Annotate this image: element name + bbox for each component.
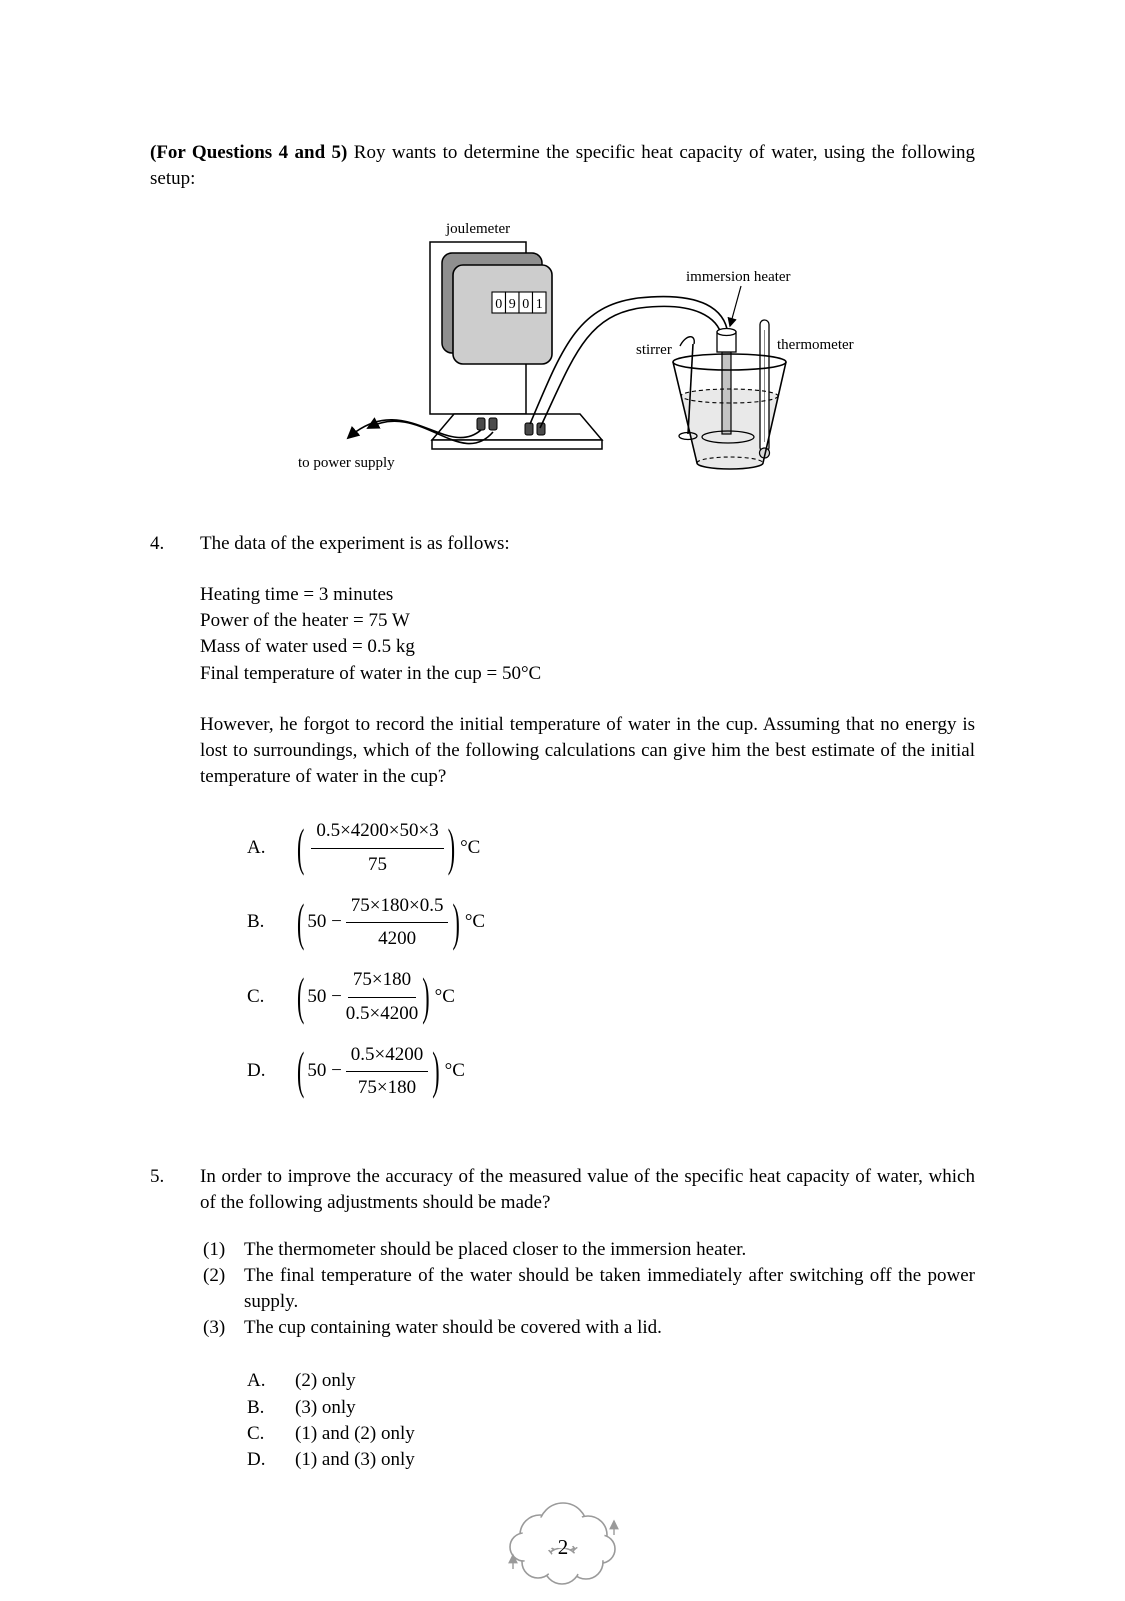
data-line: Heating time = 3 minutes	[200, 583, 394, 605]
option-a	[247, 818, 975, 877]
terminal	[489, 418, 497, 430]
numerator: 75×180	[348, 967, 416, 997]
open-paren: (	[297, 1040, 305, 1100]
unit: °C	[460, 837, 481, 859]
page-number: 2	[557, 1535, 568, 1560]
question-4-options	[200, 818, 975, 1101]
unit: °C	[434, 985, 455, 1007]
data-line: Final temperature of water in the cup = 50°C	[200, 662, 542, 684]
option-label: C.	[247, 985, 265, 1007]
denominator: 75	[368, 853, 388, 875]
answer-text: (1) and (2) only	[295, 1422, 415, 1444]
answer-text: (1) and (3) only	[295, 1449, 415, 1471]
numerator: 0.5×4200	[346, 1042, 428, 1072]
option-label: A.	[247, 837, 266, 859]
data-line: Power of the heater = 75 W	[200, 610, 410, 632]
option-d	[247, 1042, 975, 1101]
statement-3	[200, 1315, 975, 1341]
thermometer-label: thermometer	[777, 337, 854, 354]
water-bottom-fill	[697, 456, 764, 468]
numerator: 0.5×4200×50×3	[311, 818, 443, 848]
thermometer	[760, 320, 770, 458]
option-label: B.	[247, 911, 265, 933]
apparatus-svg	[278, 216, 918, 484]
close-paren: )	[422, 966, 430, 1026]
question-4-number: 4.	[150, 532, 165, 554]
option-label: D.	[247, 1060, 266, 1082]
statement-text: The thermometer should be placed closer to the immersion heater.	[244, 1238, 747, 1260]
heater-connector-top	[717, 329, 736, 336]
open-paren: (	[297, 817, 305, 877]
answer-label: C.	[247, 1422, 265, 1444]
statement-text: The cup containing water should be covered with a lid.	[244, 1317, 662, 1339]
statement-label: (3)	[203, 1317, 226, 1339]
terminal	[477, 418, 485, 430]
formula-prefix: 50 −	[307, 985, 342, 1007]
fraction	[311, 818, 443, 877]
stirrer-hook	[680, 337, 694, 346]
fraction	[346, 967, 418, 1026]
open-paren: (	[297, 892, 305, 951]
answer-a	[247, 1368, 975, 1394]
heater-rod	[722, 352, 731, 434]
joulemeter	[430, 242, 602, 449]
question-5-options	[200, 1368, 975, 1473]
formula	[295, 967, 455, 1026]
statement-1	[200, 1237, 975, 1263]
answer-b	[247, 1395, 975, 1421]
formula	[295, 893, 485, 952]
close-paren: )	[432, 1040, 440, 1100]
digit: 9	[508, 297, 516, 313]
denominator: 4200	[378, 928, 417, 950]
option-c	[247, 967, 975, 1026]
close-paren: )	[447, 817, 456, 877]
display-front-panel	[453, 265, 552, 364]
question-4-stem: The data of the experiment is as follows:	[200, 532, 510, 554]
fraction	[346, 1042, 428, 1101]
joulemeter-display	[492, 292, 546, 313]
open-paren: (	[297, 966, 305, 1026]
unit: °C	[464, 911, 486, 933]
question-4-paragraph: However, he forgot to record the initial temperature of water in the cup. Assuming that no energy is lost to surroundings, which of the following calculations can give him the best estimate of the initial temperature of water in the cup?	[200, 713, 975, 788]
numerator: 75×180×0.5	[346, 893, 449, 923]
page-number-cloud	[497, 1485, 629, 1601]
question-5-number: 5.	[150, 1166, 165, 1188]
formula-prefix: 50 −	[307, 1060, 342, 1082]
statement-2	[200, 1263, 975, 1315]
fraction	[346, 893, 449, 952]
stirrer-label: stirrer	[636, 342, 672, 359]
formula	[295, 1042, 465, 1101]
statement-label: (2)	[203, 1264, 226, 1286]
digit: 0	[522, 297, 530, 313]
denominator: 75×180	[357, 1076, 417, 1098]
option-b	[247, 893, 975, 952]
immersion-heater-pointer	[730, 286, 741, 326]
digit: 1	[535, 297, 543, 313]
denominator: 0.5×4200	[345, 1002, 419, 1024]
experiment-data-list	[200, 582, 975, 687]
cup-assembly	[673, 320, 786, 469]
digit: 0	[495, 297, 503, 313]
answer-c	[247, 1421, 975, 1447]
intro-paragraph	[150, 140, 975, 192]
statement-text: The final temperature of the water should be taken immediately after switching off the power supply.	[244, 1264, 975, 1313]
terminal	[525, 423, 533, 435]
answer-text: (3) only	[295, 1396, 356, 1418]
answer-d	[247, 1447, 975, 1473]
unit: °C	[444, 1060, 465, 1082]
answer-label: D.	[247, 1449, 266, 1471]
close-paren: )	[452, 892, 460, 951]
question-4	[150, 531, 975, 1117]
apparatus-diagram	[278, 216, 975, 492]
joulemeter-label: joulemeter	[446, 221, 511, 238]
base-top	[432, 414, 602, 440]
question-5	[150, 1164, 975, 1473]
formula	[295, 818, 480, 877]
formula-prefix: 50 −	[307, 911, 342, 933]
immersion-heater-label: immersion heater	[686, 269, 791, 286]
statement-label: (1)	[203, 1238, 226, 1260]
question-5-statements	[200, 1237, 975, 1342]
page-footer	[150, 1485, 975, 1601]
answer-text: (2) only	[295, 1370, 356, 1392]
data-line: Mass of water used = 0.5 kg	[200, 636, 415, 658]
intro-rest: Roy wants to determine the specific heat capacity of water, using the following setup:	[150, 142, 975, 190]
answer-label: B.	[247, 1396, 265, 1418]
intro-bold: (For Questions 4 and 5)	[150, 142, 348, 163]
to-power-supply-label: to power supply	[298, 455, 395, 472]
answer-label: A.	[247, 1370, 266, 1392]
question-5-stem: In order to improve the accuracy of the measured value of the specific heat capacity of water, which of the following adjustments should be made?	[200, 1166, 975, 1214]
